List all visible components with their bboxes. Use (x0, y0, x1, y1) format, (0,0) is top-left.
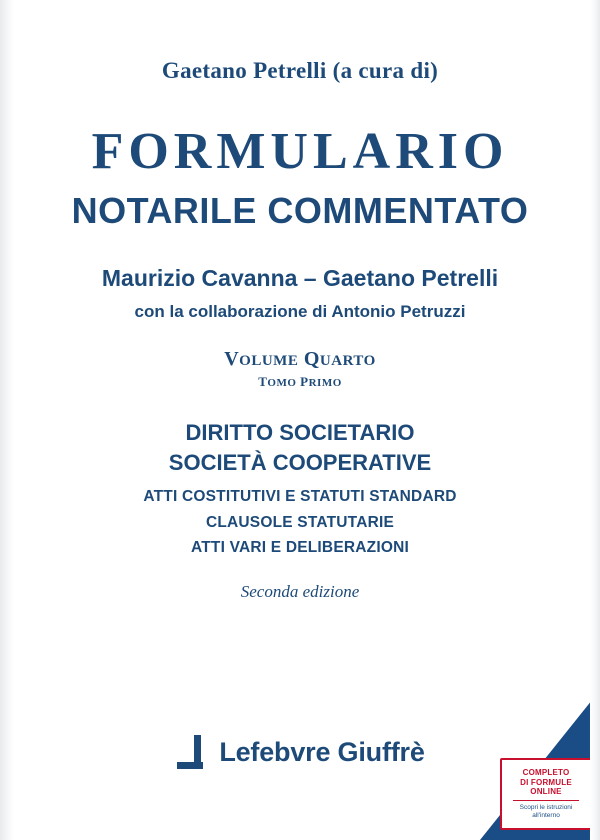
volume-number-rest: UARTO (319, 353, 376, 369)
badge-line-4: all'interno (532, 811, 560, 819)
editor-credit: Gaetano Petrelli (a cura di) (161, 58, 439, 83)
subject-line-1: DIRITTO SOCIETARIO (185, 420, 415, 445)
corner-banner (480, 690, 600, 840)
volume-word-rest: OLUME (239, 353, 299, 369)
contents-block (0, 484, 600, 561)
tomo-number-rest: RIMO (308, 377, 342, 389)
contents-line-3: ATTI VARI E DELIBERAZIONI (191, 539, 409, 557)
edition-label: Seconda edizione (240, 582, 360, 601)
tomo-word-rest: OMO (267, 377, 297, 389)
contents-line-1: ATTI COSTITUTIVI E STATUTI STANDARD (143, 488, 457, 505)
publisher-name: Lefebvre Giuffrè (219, 736, 425, 767)
volume-number-cap: Q (303, 348, 320, 370)
subject-line-2: SOCIETÀ COOPERATIVE (168, 449, 432, 475)
lefebvre-giuffre-logo-icon (175, 735, 209, 769)
tomo-label (0, 374, 600, 390)
badge-line-2: DI FORMULE ONLINE (520, 777, 572, 796)
badge-divider (513, 800, 579, 801)
volume-label (0, 348, 600, 371)
authors: Maurizio Cavanna – Gaetano Petrelli (101, 265, 499, 291)
tomo-number-cap: P (300, 374, 309, 389)
volume-word-cap: V (224, 348, 240, 370)
page-title: FORMULARIO (91, 123, 509, 180)
collaboration-credit: con la collaborazione di Antonio Petruzzi (134, 302, 466, 321)
contents-line-2: CLAUSOLE STATUTARIE (205, 513, 395, 531)
tomo-word-cap: T (258, 374, 268, 389)
online-formulas-badge (500, 758, 592, 830)
subject-block (0, 418, 600, 477)
badge-line-3: Scopri le istruzioni (519, 803, 573, 811)
badge-line-1: COMPLETO (522, 768, 570, 778)
page-subtitle: NOTARILE COMMENTATO (71, 190, 529, 231)
